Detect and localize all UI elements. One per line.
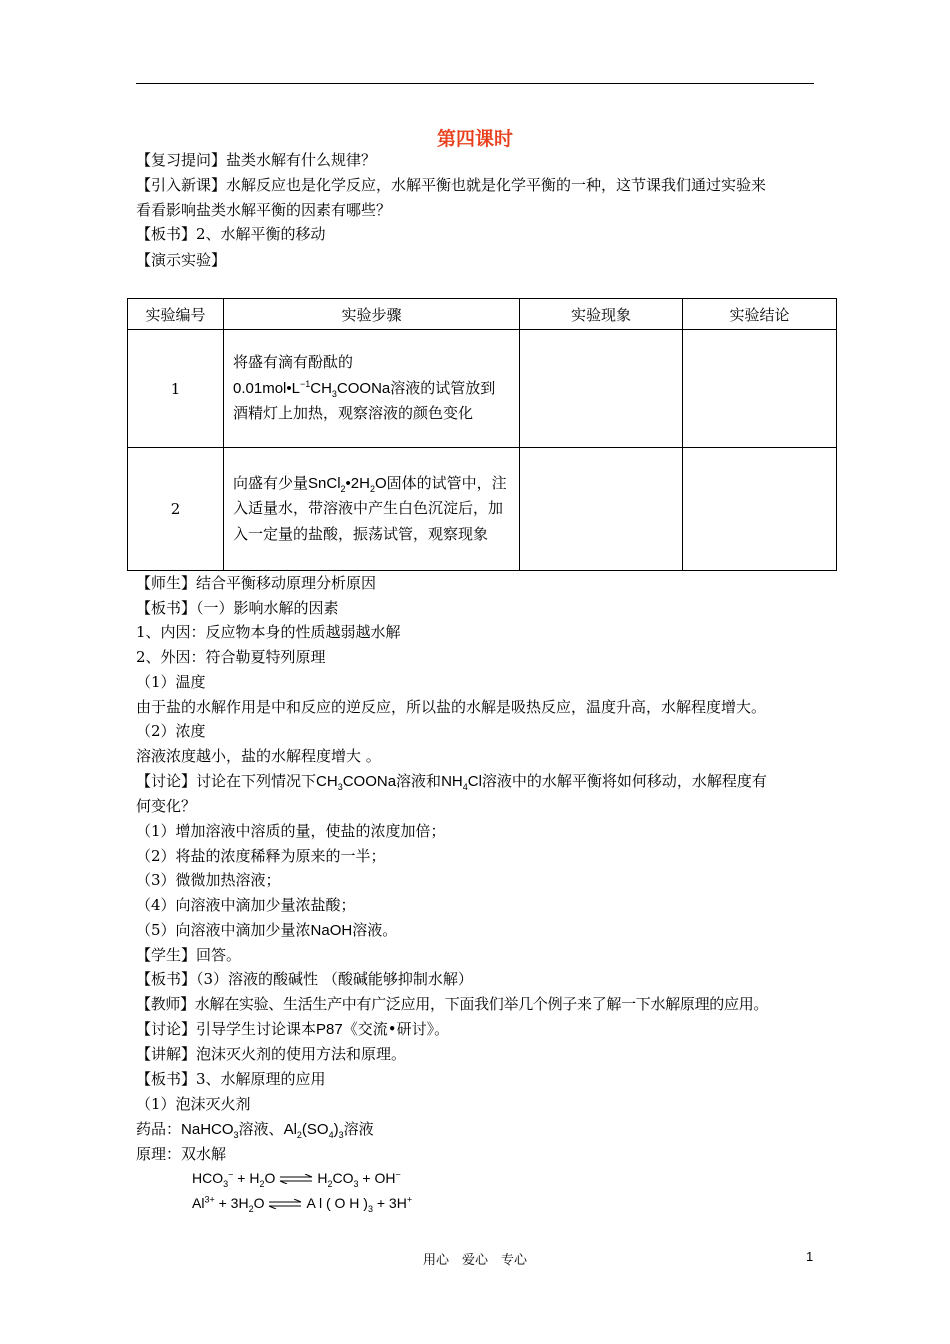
review-question: 【复习提问】盐类水解有什么规律？ bbox=[136, 151, 377, 169]
concentration-text: 溶液浓度越小，盐的水解程度增大 。 bbox=[136, 747, 381, 765]
principle-line: 原理：双水解 bbox=[136, 1145, 227, 1163]
experiment-number: 2 bbox=[128, 448, 224, 571]
table-row bbox=[128, 448, 837, 571]
experiment-conclusion bbox=[683, 330, 837, 448]
explanation-line: 【讲解】泡沫灭火剂的使用方法和原理。 bbox=[136, 1045, 407, 1063]
foam-heading: （1）泡沫灭火剂 bbox=[136, 1095, 251, 1113]
external-factor: 2、外因：符合勒夏特列原理 bbox=[136, 648, 326, 666]
discussion-item-5: （5）向溶液中滴加少量浓NaOH溶液。 bbox=[136, 921, 398, 939]
internal-factor: 1、内因：反应物本身的性质越弱越水解 bbox=[136, 623, 401, 641]
intro-line-2: 看看影响盐类水解平衡的因素有哪些？ bbox=[136, 201, 392, 219]
board-line-2: 【板书】（一）影响水解的因素 bbox=[136, 599, 339, 617]
discussion-item-2: （2）将盐的浓度稀释为原来的一半； bbox=[136, 847, 386, 865]
equation-1: $HCO_3^- + H_2O$ $H_2CO_3 + OH^-$ bbox=[192, 1169, 401, 1189]
table-header-cell: 实验结论 bbox=[683, 299, 837, 330]
intro-line-1: 【引入新课】水解反应也是化学反应，水解平衡也就是化学平衡的一种，这节课我们通过实验来 bbox=[136, 176, 767, 194]
table-row bbox=[128, 330, 837, 448]
temperature-text: 由于盐的水解作用是中和反应的逆反应，所以盐的水解是吸热反应，温度升高，水解程度增大。 bbox=[136, 698, 767, 716]
table-header-cell: 实验步骤 bbox=[224, 299, 520, 330]
board-line-3: 【板书】（3）溶液的酸碱性 （酸碱能够抑制水解） bbox=[136, 970, 473, 988]
table-header-row bbox=[128, 299, 837, 330]
table-header-cell: 实验编号 bbox=[128, 299, 224, 330]
discussion-item-4: （4）向溶液中滴加少量浓盐酸； bbox=[136, 896, 356, 914]
header-rule bbox=[136, 83, 814, 84]
table-header-cell: 实验现象 bbox=[520, 299, 683, 330]
experiment-observation bbox=[520, 330, 683, 448]
student-answer: 【学生】回答。 bbox=[136, 946, 242, 964]
teacher-line: 【教师】水解在实验、生活生产中有广泛应用，下面我们举几个例子来了解一下水解原理的应用。 bbox=[136, 995, 769, 1013]
experiment-step: 向盛有少量$SnCl_2•2H_2O$固体的试管中，注入适量水，带溶液中产生白色沉淀后，加入一定量的盐酸，振荡试管，观察现象 bbox=[224, 448, 520, 571]
discussion-2: 【讨论】引导学生讨论课本P87《交流•研讨》。 bbox=[136, 1020, 450, 1038]
teacher-student-line: 【师生】结合平衡移动原理分析原因 bbox=[136, 574, 377, 592]
discussion-item-1: （1）增加溶液中溶质的量，使盐的浓度加倍； bbox=[136, 822, 446, 840]
temperature-heading: （1）温度 bbox=[136, 673, 206, 691]
concentration-heading: （2）浓度 bbox=[136, 722, 206, 740]
page-footer: 用心 爱心 专心 bbox=[422, 1253, 527, 1268]
demo-heading: 【演示实验】 bbox=[136, 251, 227, 269]
equilibrium-arrow-icon bbox=[268, 1199, 302, 1209]
experiment-table bbox=[127, 298, 837, 571]
board-line-1: 【板书】2、水解平衡的移动 bbox=[136, 225, 326, 243]
experiment-conclusion bbox=[683, 448, 837, 571]
page-title: 第四课时 bbox=[436, 128, 513, 150]
discussion-line-1: 【讨论】讨论在下列情况下$CH_3COONa$溶液和$NH_4Cl$溶液中的水解平衡将如何移动，水解程度有 bbox=[136, 772, 767, 792]
experiment-observation bbox=[520, 448, 683, 571]
experiment-step: 将盛有滴有酚酞的$0.01mol•L^{-1}CH_3COONa$溶液的试管放到酒精灯上加热，观察溶液的颜色变化 bbox=[224, 330, 520, 448]
board-line-4: 【板书】3、水解原理的应用 bbox=[136, 1070, 326, 1088]
page-number: 1 bbox=[806, 1249, 814, 1264]
equation-2: $Al^{3+} + 3H_2O$ A l ( O H )$_3 + 3H^+$ bbox=[192, 1194, 413, 1214]
drugs-line: 药品：NaHCO$_3$溶液、$Al_2(SO_4)_3$溶液 bbox=[136, 1120, 374, 1140]
discussion-line-2: 何变化？ bbox=[136, 797, 197, 815]
experiment-number: 1 bbox=[128, 330, 224, 448]
equilibrium-arrow-icon bbox=[279, 1174, 313, 1184]
discussion-item-3: （3）微微加热溶液； bbox=[136, 871, 281, 889]
